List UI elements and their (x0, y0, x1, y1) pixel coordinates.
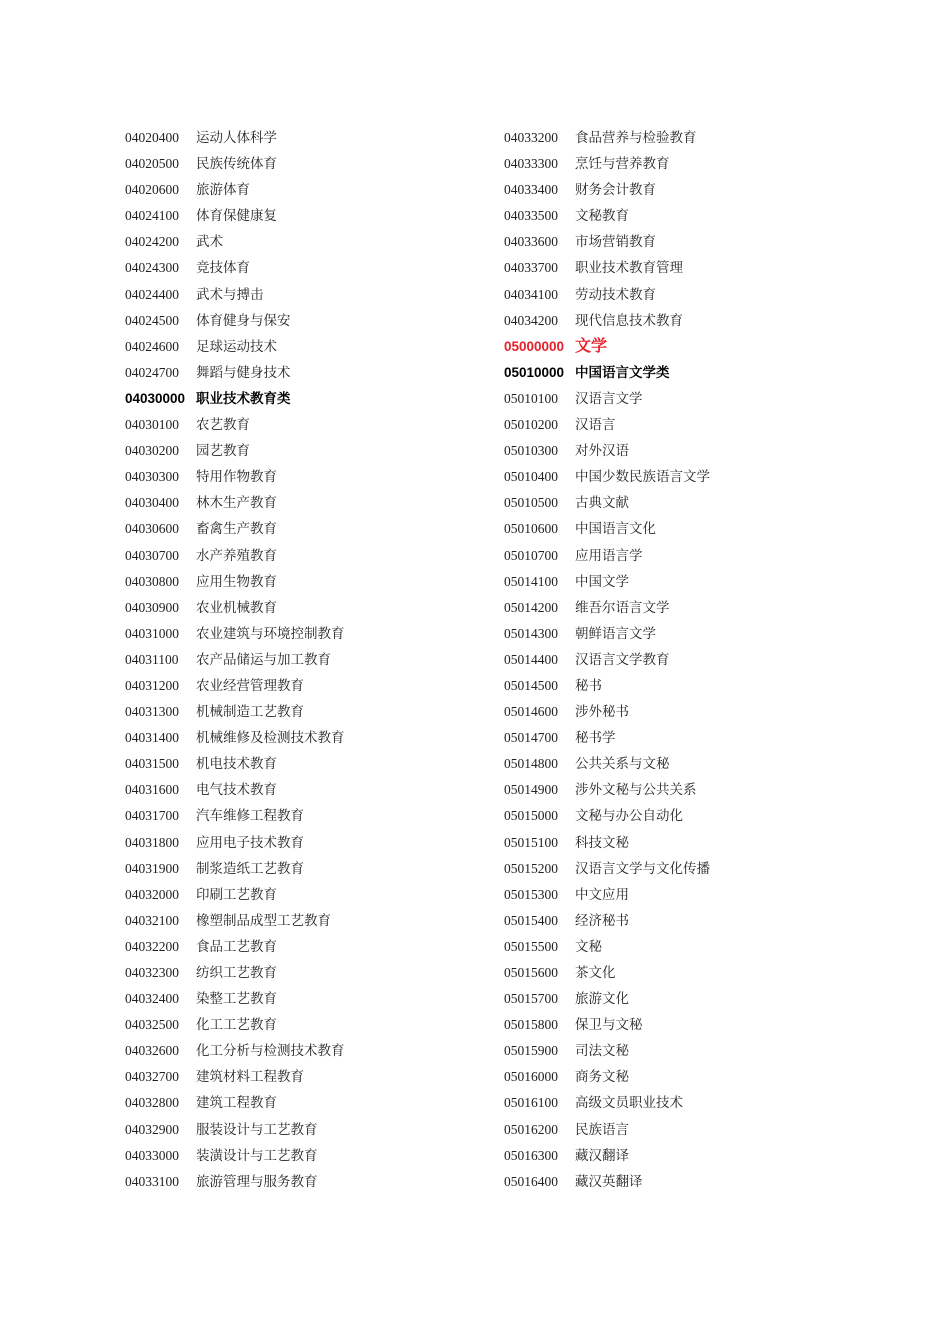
major-code: 04032600 (125, 1043, 179, 1059)
major-code: 04032400 (125, 991, 179, 1007)
major-name: 应用语言学 (575, 547, 643, 564)
major-name: 文学 (575, 337, 608, 355)
major-row (125, 516, 345, 542)
major-row (504, 908, 710, 934)
major-name: 中国语言文化 (575, 521, 656, 538)
major-name: 司法文秘 (575, 1043, 629, 1060)
major-row (125, 830, 345, 856)
major-row (504, 569, 710, 595)
major-row (504, 725, 710, 751)
major-row (504, 490, 710, 516)
major-row (504, 308, 710, 334)
major-name: 畜禽生产教育 (196, 521, 277, 538)
major-code: 04024300 (125, 260, 179, 276)
major-name: 体育健身与保安 (196, 312, 291, 329)
major-code: 05015300 (504, 886, 558, 902)
major-code: 05014400 (504, 651, 558, 667)
major-name: 农业机械教育 (196, 599, 277, 616)
major-name: 经济秘书 (575, 912, 629, 929)
discipline-heading-row (504, 334, 710, 360)
major-code: 05010300 (504, 443, 558, 459)
major-code: 04020600 (125, 182, 179, 198)
major-code: 05014900 (504, 782, 558, 798)
major-row (125, 203, 345, 229)
major-row (504, 412, 710, 438)
major-name: 武术 (196, 234, 223, 251)
major-code: 04031900 (125, 860, 179, 876)
major-name: 涉外文秘与公共关系 (575, 782, 697, 799)
major-code: 04030400 (125, 495, 179, 511)
major-name: 园艺教育 (196, 443, 250, 460)
major-row (504, 856, 710, 882)
major-row (125, 960, 345, 986)
major-row (125, 1169, 345, 1195)
major-row (125, 595, 345, 621)
major-name: 科技文秘 (575, 834, 629, 851)
major-code: 05016000 (504, 1069, 558, 1085)
major-code: 04033500 (504, 208, 558, 224)
major-name: 汉语言文学与文化传播 (575, 860, 710, 877)
major-name: 舞蹈与健身技术 (196, 364, 291, 381)
major-name: 汉语言文学 (575, 390, 643, 407)
major-row (504, 438, 710, 464)
major-name: 民族传统体育 (196, 156, 277, 173)
major-code: 04031100 (125, 651, 179, 667)
major-row (125, 803, 345, 829)
major-row (504, 621, 710, 647)
major-code: 04033100 (125, 1173, 179, 1189)
major-name: 商务文秘 (575, 1069, 629, 1086)
major-row (504, 1064, 710, 1090)
major-row (125, 1143, 345, 1169)
major-name: 足球运动技术 (196, 338, 277, 355)
major-code: 04024500 (125, 312, 179, 328)
major-row (504, 543, 710, 569)
major-code: 05014200 (504, 599, 558, 615)
major-row (504, 125, 710, 151)
major-name: 特用作物教育 (196, 469, 277, 486)
major-name: 应用生物教育 (196, 573, 277, 590)
major-name: 民族语言 (575, 1121, 629, 1138)
major-name: 对外汉语 (575, 443, 629, 460)
major-name: 旅游体育 (196, 182, 250, 199)
major-name: 食品营养与检验教育 (575, 130, 697, 146)
major-code: 04030300 (125, 469, 179, 485)
major-row (125, 229, 345, 255)
major-code: 04033300 (504, 156, 558, 172)
major-row (125, 177, 345, 203)
major-row (504, 464, 710, 490)
major-name: 劳动技术教育 (575, 286, 656, 303)
major-row (125, 986, 345, 1012)
major-row (125, 1117, 345, 1143)
major-name: 染整工艺教育 (196, 991, 277, 1008)
major-name: 林木生产教育 (196, 495, 277, 512)
major-code: 04030800 (125, 573, 179, 589)
major-name: 建筑材料工程教育 (196, 1069, 304, 1086)
major-name: 高级文员职业技术 (575, 1095, 683, 1112)
major-name: 保卫与文秘 (575, 1017, 643, 1034)
major-name: 化工工艺教育 (196, 1017, 277, 1034)
major-name: 中国语言文学类 (575, 364, 670, 380)
major-name: 武术与搏击 (196, 286, 264, 303)
major-code: 05016100 (504, 1095, 558, 1111)
major-code: 04032300 (125, 965, 179, 980)
major-code: 04020400 (125, 130, 179, 145)
major-row (125, 464, 345, 490)
major-row (504, 255, 710, 281)
major-name: 体育保健康复 (196, 208, 277, 225)
major-row (125, 777, 345, 803)
major-name: 运动人体科学 (196, 130, 277, 146)
major-code: 04032200 (125, 938, 179, 954)
major-row (125, 856, 345, 882)
major-row (504, 1117, 710, 1143)
major-code: 05015100 (504, 834, 558, 850)
major-code: 04032100 (125, 912, 179, 928)
major-row (125, 569, 345, 595)
major-name: 农艺教育 (196, 417, 250, 434)
major-row (504, 830, 710, 856)
major-code: 05015900 (504, 1043, 558, 1059)
major-code: 04030000 (125, 390, 186, 406)
major-row (125, 282, 345, 308)
major-code: 05010500 (504, 495, 558, 511)
major-row (125, 725, 345, 751)
major-row (504, 882, 710, 908)
major-row (504, 1012, 710, 1038)
major-code: 04031200 (125, 677, 179, 693)
major-row (125, 490, 345, 516)
major-code: 05014100 (504, 573, 558, 589)
major-name: 现代信息技术教育 (575, 312, 683, 329)
major-code: 04034200 (504, 312, 558, 328)
major-code: 05000000 (504, 338, 565, 354)
major-name: 竞技体育 (196, 260, 250, 277)
major-name: 文秘教育 (575, 208, 629, 225)
major-name: 秘书 (575, 677, 602, 694)
major-row (504, 986, 710, 1012)
major-code: 04024100 (125, 208, 179, 224)
major-code: 05010600 (504, 521, 558, 537)
major-row (504, 386, 710, 412)
major-row (125, 1064, 345, 1090)
major-code: 05010000 (504, 364, 565, 380)
major-name: 电气技术教育 (196, 782, 277, 799)
major-code: 05010200 (504, 417, 558, 433)
major-code: 04030100 (125, 417, 179, 433)
major-code: 04031000 (125, 625, 179, 641)
major-name: 文秘 (575, 938, 602, 955)
major-code: 04030700 (125, 547, 179, 563)
major-code: 04031300 (125, 704, 179, 720)
major-code: 04033600 (504, 234, 558, 250)
major-row (504, 282, 710, 308)
major-code: 04032900 (125, 1121, 179, 1137)
major-code: 04030900 (125, 599, 179, 615)
major-row (504, 803, 710, 829)
major-name: 机电技术教育 (196, 756, 277, 773)
major-name: 藏汉英翻译 (575, 1173, 643, 1190)
major-name: 机械维修及检测技术教育 (196, 730, 345, 747)
major-code: 04033200 (504, 130, 558, 145)
major-name: 水产养殖教育 (196, 547, 277, 564)
major-code: 05016300 (504, 1147, 558, 1163)
major-row (125, 1012, 345, 1038)
major-name: 朝鲜语言文学 (575, 625, 656, 642)
major-row (504, 516, 710, 542)
major-row (125, 1038, 345, 1064)
major-row (125, 751, 345, 777)
major-name: 财务会计教育 (575, 182, 656, 199)
major-row (504, 1143, 710, 1169)
major-code: 04030200 (125, 443, 179, 459)
major-row (504, 934, 710, 960)
major-row (504, 673, 710, 699)
major-row (504, 1038, 710, 1064)
major-name: 中国文学 (575, 573, 629, 590)
major-row (125, 438, 345, 464)
major-code: 05010400 (504, 469, 558, 485)
major-code: 04031800 (125, 834, 179, 850)
major-code: 05016200 (504, 1121, 558, 1137)
major-name: 橡塑制品成型工艺教育 (196, 912, 331, 929)
major-code: 05015400 (504, 912, 558, 928)
major-code: 04020500 (125, 156, 179, 172)
category-heading-row (125, 386, 345, 412)
major-code: 04032700 (125, 1069, 179, 1085)
major-code: 05014800 (504, 756, 558, 772)
major-row (504, 699, 710, 725)
major-code: 05015800 (504, 1017, 558, 1033)
major-code: 05015500 (504, 938, 558, 954)
major-name: 文秘与办公自动化 (575, 808, 683, 825)
major-code: 04032000 (125, 886, 179, 902)
major-code: 04033400 (504, 182, 558, 198)
major-name: 印刷工艺教育 (196, 886, 277, 903)
major-code: 04031700 (125, 808, 179, 824)
category-heading-row (504, 360, 710, 386)
major-code: 05015000 (504, 808, 558, 824)
major-code: 04024600 (125, 338, 179, 354)
major-name: 化工分析与检测技术教育 (196, 1043, 345, 1060)
major-code: 05010100 (504, 390, 558, 406)
major-code: 04032800 (125, 1095, 179, 1111)
major-name: 秘书学 (575, 730, 616, 747)
major-row (125, 647, 345, 673)
major-row (125, 543, 345, 569)
major-name: 纺织工艺教育 (196, 965, 277, 981)
major-row (504, 751, 710, 777)
major-name: 装潢设计与工艺教育 (196, 1147, 318, 1164)
major-row (504, 177, 710, 203)
major-name: 汽车维修工程教育 (196, 808, 304, 825)
major-code: 04024700 (125, 364, 179, 380)
major-row (125, 412, 345, 438)
major-row (125, 882, 345, 908)
major-row (504, 595, 710, 621)
major-row (125, 151, 345, 177)
major-code: 05014300 (504, 625, 558, 641)
major-row (125, 308, 345, 334)
major-code: 05015600 (504, 965, 558, 980)
major-name: 农业经营管理教育 (196, 677, 304, 694)
major-name: 中文应用 (575, 886, 629, 903)
major-name: 应用电子技术教育 (196, 834, 304, 851)
major-code: 05014700 (504, 730, 558, 746)
major-name: 中国少数民族语言文学 (575, 469, 710, 486)
major-row (504, 1090, 710, 1116)
major-code: 04033000 (125, 1147, 179, 1163)
major-code: 04034100 (504, 286, 558, 302)
major-name: 机械制造工艺教育 (196, 704, 304, 721)
major-name: 市场营销教育 (575, 234, 656, 251)
major-code: 05016400 (504, 1173, 558, 1189)
major-row (125, 673, 345, 699)
major-code: 04024200 (125, 234, 179, 250)
major-row (125, 621, 345, 647)
major-name: 农产品储运与加工教育 (196, 651, 331, 668)
major-code: 05010700 (504, 547, 558, 563)
major-name: 食品工艺教育 (196, 938, 277, 955)
major-name: 汉语言 (575, 417, 616, 434)
major-code: 04031600 (125, 782, 179, 798)
major-name: 职业技术教育管理 (575, 260, 683, 277)
major-name: 汉语言文学教育 (575, 651, 670, 668)
major-row (504, 777, 710, 803)
major-name: 职业技术教育类 (196, 390, 291, 406)
major-row (504, 647, 710, 673)
major-code: 05015700 (504, 991, 558, 1007)
major-name: 建筑工程教育 (196, 1095, 277, 1112)
major-name: 维吾尔语言文学 (575, 599, 670, 616)
major-row (125, 699, 345, 725)
major-row (504, 1169, 710, 1195)
major-name: 制浆造纸工艺教育 (196, 860, 304, 877)
major-name: 古典文献 (575, 495, 629, 512)
major-row (125, 908, 345, 934)
major-name: 烹饪与营养教育 (575, 156, 670, 173)
major-row (125, 125, 345, 151)
major-row (504, 960, 710, 986)
major-row (125, 334, 345, 360)
major-row (125, 934, 345, 960)
right-column (504, 125, 710, 1195)
major-row (504, 151, 710, 177)
major-name: 农业建筑与环境控制教育 (196, 625, 345, 642)
major-name: 涉外秘书 (575, 704, 629, 721)
major-code: 04031400 (125, 730, 179, 746)
major-code: 04032500 (125, 1017, 179, 1033)
major-row (125, 360, 345, 386)
left-column (125, 125, 345, 1195)
major-name: 服装设计与工艺教育 (196, 1121, 318, 1138)
major-name: 茶文化 (575, 965, 616, 981)
major-row (504, 203, 710, 229)
major-name: 旅游管理与服务教育 (196, 1173, 318, 1190)
major-name: 藏汉翻译 (575, 1147, 629, 1164)
major-row (504, 229, 710, 255)
major-code: 04024400 (125, 286, 179, 302)
major-code: 04033700 (504, 260, 558, 276)
major-row (125, 255, 345, 281)
major-code: 04031500 (125, 756, 179, 772)
major-code: 05014600 (504, 704, 558, 720)
major-code: 04030600 (125, 521, 179, 537)
major-code: 05015200 (504, 860, 558, 876)
major-name: 公共关系与文秘 (575, 756, 670, 773)
major-code: 05014500 (504, 677, 558, 693)
major-name: 旅游文化 (575, 991, 629, 1008)
major-row (125, 1090, 345, 1116)
